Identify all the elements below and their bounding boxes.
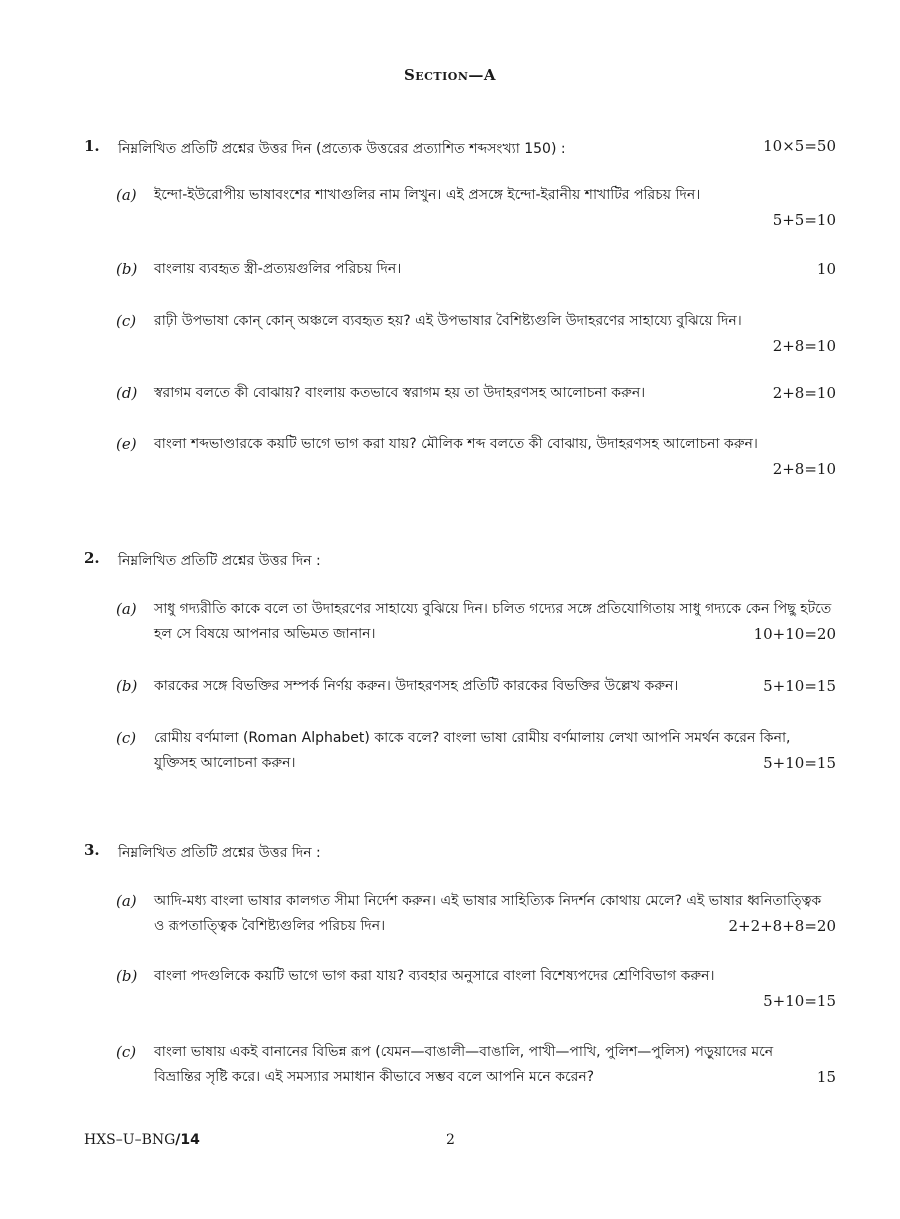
- sub-text: রোমীয় বর্ণমালা (Roman Alphabet) কাকে বলে? বাংলা ভাষা রোমীয় বর্ণমালায় লেখা আপনি সমর্থন করেন কিনা, যুক্তিসহ আলোচনা করুন।: [154, 730, 791, 771]
- sub-text: বাংলা ভাষায় একই বানানের বিভিন্ন রূপ (যেমন—বাঙালী—বাঙালি, পাখী—পাখি, পুলিশ—পুলিস) পড়ুয়াদের মনে বিভ্রান্তির সৃষ্টি করে। এই সমস্যার সমাধান কীভাবে সম্ভব বলে আপনি মনে করেন?: [154, 1044, 774, 1085]
- sub-text: আদি-মধ্য বাংলা ভাষার কালগত সীমা নির্দেশ করুন। এই ভাষার সাহিত্যিক নিদর্শন কোথায় মেলে? এই ভাষার ধ্বনিতাত্ত্বিক ও রূপতাত্ত্বিক বৈশিষ্ট্যগুলির পরিচয় দিন।: [154, 893, 822, 934]
- question-2c: [116, 726, 836, 776]
- sub-marks: 5+10=15: [763, 754, 836, 772]
- sub-label: (c): [116, 312, 137, 330]
- page-number: 2: [446, 1132, 455, 1148]
- question-3a: [116, 889, 836, 939]
- section-title: Section—A: [403, 66, 497, 84]
- question-1d: [116, 381, 836, 406]
- sub-label: (c): [116, 729, 137, 747]
- paper-code: [84, 1132, 200, 1148]
- question-2b: [116, 674, 836, 699]
- question-3b: [116, 964, 836, 1014]
- question-1c: [116, 309, 836, 359]
- sub-text: বাংলা পদগুলিকে কয়টি ভাগে ভাগ করা যায়? ব্যবহার অনুসারে বাংলা বিশেষ্যপদের শ্রেণিবিভাগ করুন।: [154, 968, 715, 984]
- sub-label: (a): [116, 892, 137, 910]
- sub-marks: 5+10=15: [763, 677, 836, 695]
- sub-text: স্বরাগম বলতে কী বোঝায়? বাংলায় কতভাবে স্বরাগম হয় তা উদাহরণসহ আলোচনা করুন।: [154, 385, 646, 401]
- sub-label: (c): [116, 1043, 137, 1061]
- sub-marks: 2+8=10: [772, 460, 836, 478]
- sub-text: বাংলায় ব্যবহৃত স্ত্রী-প্রত্যয়গুলির পরিচয় দিন।: [154, 261, 402, 277]
- question-number: 1.: [84, 137, 100, 155]
- question-1e: [116, 432, 836, 482]
- question-text: নিম্নলিখিত প্রতিটি প্রশ্নের উত্তর দিন :: [118, 553, 321, 569]
- question-number: 3.: [84, 841, 100, 859]
- sub-text: রাঢ়ী উপভাষা কোন্ কোন্ অঞ্চলে ব্যবহৃত হয়? এই উপভাষার বৈশিষ্ট্যগুলি উদাহরণের সাহায্যে বুঝিয়ে দিন।: [154, 313, 742, 329]
- sub-text: কারকের সঙ্গে বিভক্তির সম্পর্ক নির্ণয় করুন। উদাহরণসহ প্রতিটি কারকের বিভক্তির উল্লেখ করুন।: [154, 678, 679, 694]
- sub-marks: 10+10=20: [753, 625, 836, 643]
- question-text: নিম্নলিখিত প্রতিটি প্রশ্নের উত্তর দিন :: [118, 845, 321, 861]
- sub-text: ইন্দো-ইউরোপীয় ভাষাবংশের শাখাগুলির নাম লিখুন। এই প্রসঙ্গে ইন্দো-ইরানীয় শাখাটির পরিচয় দিন।: [154, 187, 701, 203]
- question-1a: [116, 183, 836, 233]
- question-3c: [116, 1040, 836, 1090]
- sub-label: (a): [116, 600, 137, 618]
- question-1b: [116, 257, 836, 282]
- question-2a: [116, 597, 836, 647]
- sub-label: (a): [116, 186, 137, 204]
- question-marks: 10×5=50: [763, 137, 836, 155]
- sub-marks: 2+8=10: [772, 384, 836, 402]
- sub-marks: 5+10=15: [763, 992, 836, 1010]
- sub-text: সাধু গদ্যরীতি কাকে বলে তা উদাহরণের সাহায্যে বুঝিয়ে দিন। চলিত গদ্যের সঙ্গে প্রতিযোগিতায় সাধু গদ্যকে কেন পিছু হটতে হল সে বিষয়ে আপনার অভিমত জানান।: [154, 601, 832, 642]
- sub-label: (b): [116, 677, 138, 695]
- sub-marks: 2+8=10: [772, 337, 836, 355]
- sub-marks: 5+5=10: [772, 211, 836, 229]
- sub-label: (b): [116, 260, 138, 278]
- sub-marks: 2+2+8+8=20: [728, 917, 836, 935]
- sub-label: (b): [116, 967, 138, 985]
- paper-code-prefix: HXS–U–BNG: [84, 1132, 176, 1148]
- sub-label: (d): [116, 384, 138, 402]
- sub-label: (e): [116, 435, 137, 453]
- sub-text: বাংলা শব্দভাণ্ডারকে কয়টি ভাগে ভাগ করা যায়? মৌলিক শব্দ বলতে কী বোঝায়, উদাহরণসহ আলোচনা করুন।: [154, 436, 758, 452]
- sub-marks: 15: [816, 1068, 836, 1086]
- question-number: 2.: [84, 549, 100, 567]
- question-text: নিম্নলিখিত প্রতিটি প্রশ্নের উত্তর দিন (প্রত্যেক উত্তরের প্রত্যাশিত শব্দসংখ্যা 150) :: [118, 141, 566, 157]
- paper-code-suffix: /14: [175, 1132, 200, 1148]
- sub-marks: 10: [816, 260, 836, 278]
